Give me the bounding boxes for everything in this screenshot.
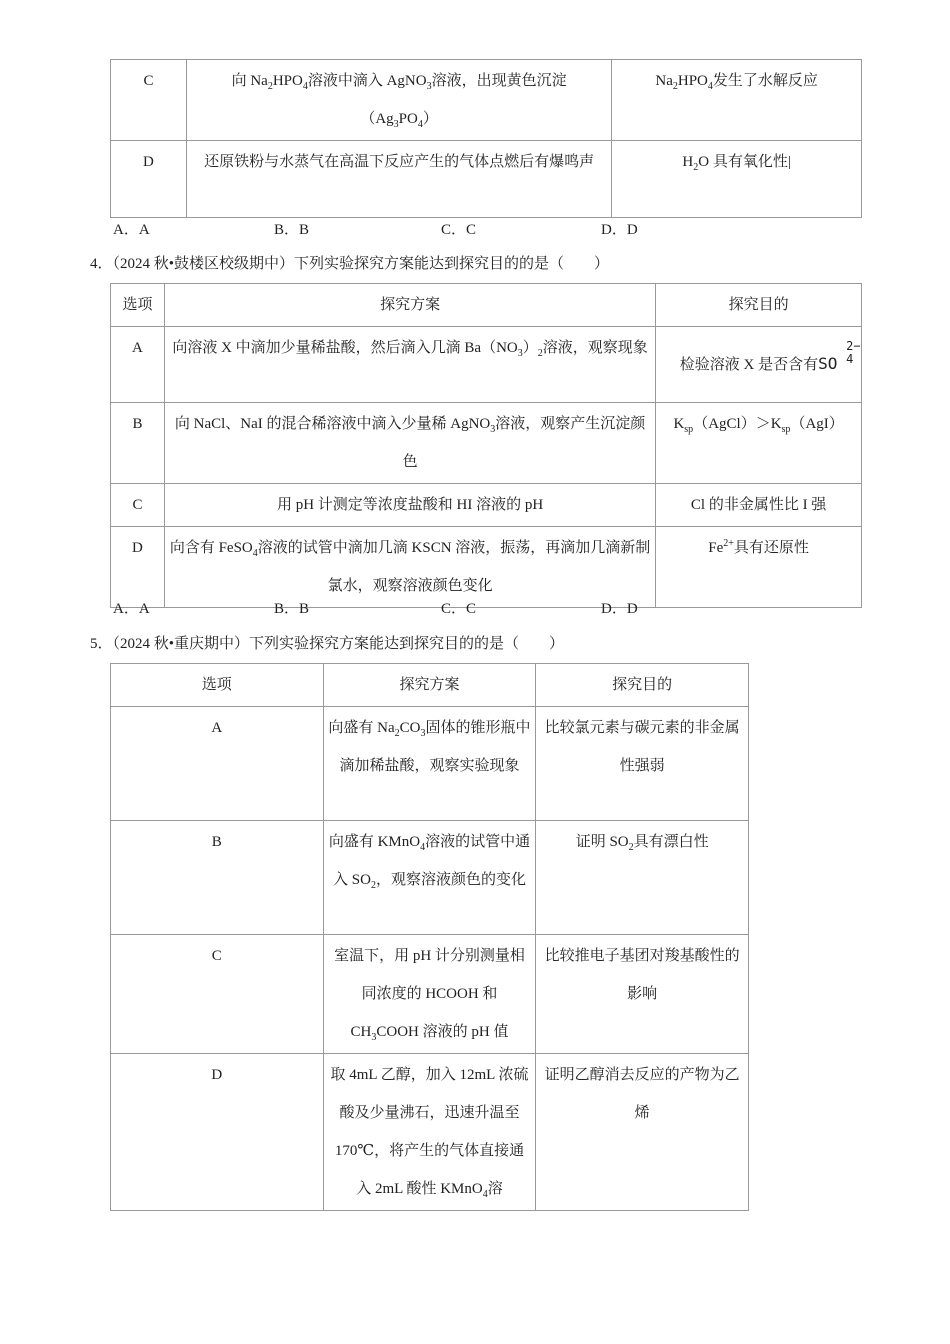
option-cell: C (111, 60, 187, 141)
option-cell: D (111, 141, 187, 218)
option-cell: D (111, 1054, 324, 1211)
table-row (111, 141, 862, 218)
option-a[interactable]: A．A (113, 601, 150, 617)
plan-cell: 向含有 FeSO$_4$溶液的试管中滴加几滴 KSCN 溶液，振荡，再滴加几滴新制氯水，观察溶液颜色变化 (164, 527, 655, 608)
header-option: 选项 (111, 664, 324, 707)
question-5-stem: 5．（2024 秋•重庆期中）下列实验探究方案能达到探究目的的是（ ） (90, 636, 565, 652)
option-cell: B (111, 821, 324, 935)
option-cell: A (111, 707, 324, 821)
option-b[interactable]: B．B (274, 222, 310, 238)
table-row (111, 327, 862, 403)
table-header-row (111, 664, 749, 707)
plan-cell: 还原铁粉与水蒸气在高温下反应产生的气体点燃后有爆鸣声 (186, 141, 611, 218)
goal-cell: $K_{sp}(AgCl)>K_{sp}(AgI)$ (656, 403, 862, 484)
plan-cell: 取 4mL 乙醇，加入 12mL 浓硫酸及少量沸石，迅速升温至 170℃，将产生的气体直接通入 2mL 酸性 KMnO$_4$溶 (323, 1054, 536, 1211)
option-cell: C (111, 484, 165, 527)
option-d[interactable]: D．D (601, 222, 638, 238)
table-row (111, 60, 862, 141)
table-row (111, 707, 749, 821)
plan-cell: 向盛有 KMnO$_4$溶液的试管中通入 $SO_2$，观察溶液颜色的变化 (323, 821, 536, 935)
table-row (111, 1054, 749, 1211)
table-row (111, 821, 749, 935)
plan-cell: 向 NaCl、NaI 的混合稀溶液中滴入少量稀 AgNO$_3$溶液，观察产生沉淀颜色 (164, 403, 655, 484)
table-q4 (110, 283, 862, 608)
table-row (111, 935, 749, 1054)
plan-cell: 向盛有 $Na_2CO_3$固体的锥形瓶中滴加稀盐酸，观察实验现象 (323, 707, 536, 821)
goal-cell: 检验溶液 X 是否含有SO 2− 4 (656, 327, 862, 403)
plan-cell: 向溶液 X 中滴加少量稀盐酸，然后滴入几滴 $Ba(NO_3)_2$溶液，观察现象 (164, 327, 655, 403)
table-row (111, 403, 862, 484)
goal-cell: 比较氯元素与碳元素的非金属性强弱 (536, 707, 749, 821)
goal-cell: $Fe^{2+}$具有还原性 (656, 527, 862, 608)
goal-cell: 比较推电子基团对羧基酸性的影响 (536, 935, 749, 1054)
option-b[interactable]: B．B (274, 601, 310, 617)
question-4-stem: 4．（2024 秋•鼓楼区校级期中）下列实验探究方案能达到探究目的的是（ ） (90, 256, 610, 272)
option-c[interactable]: C．C (441, 222, 477, 238)
sulfate-ion-formula: SO 2− 4 (818, 339, 861, 373)
table-q3-continued (110, 59, 862, 218)
plan-cell: 用 pH 计测定等浓度盐酸和 HI 溶液的 pH (164, 484, 655, 527)
header-option: 选项 (111, 284, 165, 327)
option-cell: D (111, 527, 165, 608)
option-cell: C (111, 935, 324, 1054)
goal-cell: $H_2O$ 具有氧化性| (612, 141, 862, 218)
goal-cell: $Na_2HPO_4$发生了水解反应 (612, 60, 862, 141)
option-cell: A (111, 327, 165, 403)
plan-cell: 向 $Na_2HPO_4$溶液中滴入 AgNO$_3$溶液，出现黄色沉淀 $(Ag_3PO_4)$ (186, 60, 611, 141)
header-plan: 探究方案 (323, 664, 536, 707)
table-row (111, 484, 862, 527)
option-a[interactable]: A．A (113, 222, 150, 238)
header-goal: 探究目的 (536, 664, 749, 707)
option-cell: B (111, 403, 165, 484)
goal-cell: 证明乙醇消去反应的产物为乙烯 (536, 1054, 749, 1211)
goal-cell: Cl 的非金属性比 I 强 (656, 484, 862, 527)
header-goal: 探究目的 (656, 284, 862, 327)
header-plan: 探究方案 (164, 284, 655, 327)
table-q5 (110, 663, 749, 1211)
table-header-row (111, 284, 862, 327)
goal-cell: 证明 $SO_2$具有漂白性 (536, 821, 749, 935)
option-c[interactable]: C．C (441, 601, 477, 617)
table-row (111, 527, 862, 608)
plan-cell: 室温下，用 pH 计分别测量相同浓度的 HCOOH 和 $CH_3COOH$ 溶液的 pH 值 (323, 935, 536, 1054)
option-d[interactable]: D．D (601, 601, 638, 617)
